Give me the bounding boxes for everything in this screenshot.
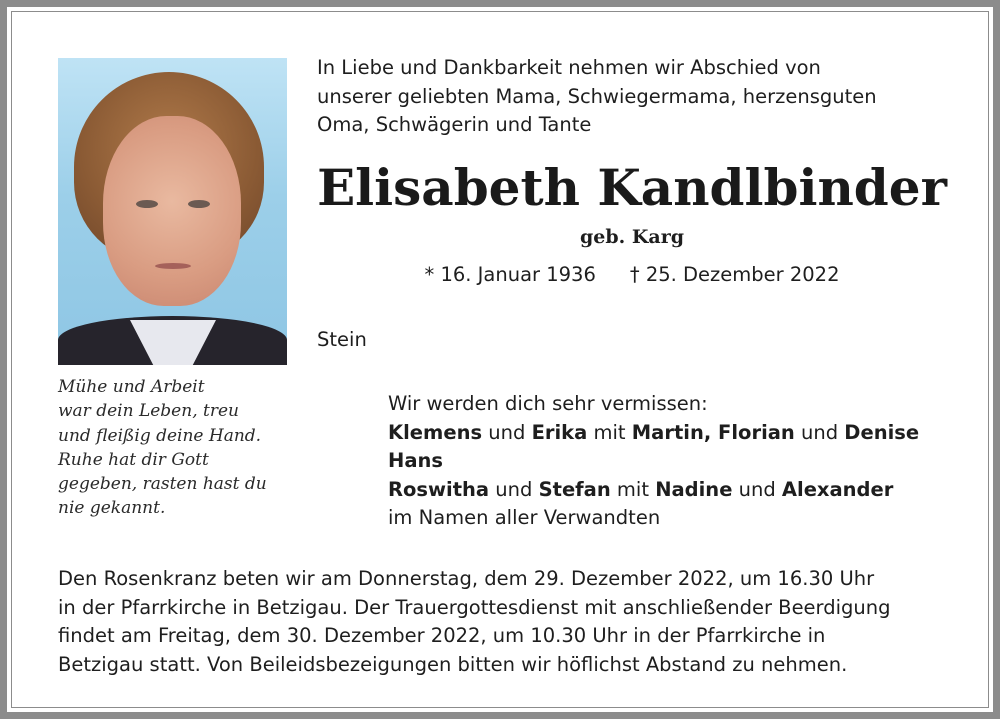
- residence-place: Stein: [317, 328, 367, 351]
- connector-text: und: [489, 477, 539, 501]
- intro-line: Oma, Schwägerin und Tante: [317, 113, 592, 136]
- portrait-face: [103, 116, 241, 306]
- mourner-name: Nadine: [655, 477, 733, 501]
- mourners-line: [388, 447, 968, 476]
- death-date: † 25. Dezember 2022: [629, 263, 840, 286]
- service-line: findet am Freitag, dem 30. Dezember 2022, um 10.30 Uhr in der Pfarrkirche in: [58, 624, 826, 647]
- maiden-name: geb. Karg: [579, 226, 684, 248]
- connector-text: und: [732, 477, 782, 501]
- verse-line: Ruhe hat dir Gott: [58, 449, 209, 470]
- mourner-name: Erika: [531, 420, 588, 444]
- mourners-heading: Wir werden dich sehr vermissen:: [388, 392, 708, 415]
- mourners-line: [388, 419, 968, 448]
- mourners-line: [388, 476, 968, 505]
- deceased-name: Elisabeth Kandlbinder: [317, 158, 947, 217]
- connector-text: und: [482, 420, 532, 444]
- service-line: Betzigau statt. Von Beileidsbezeigungen bitten wir höflichst Abstand zu nehmen.: [58, 652, 848, 676]
- mourner-name: Roswitha: [388, 477, 490, 501]
- service-line: Den Rosenkranz beten wir am Donnerstag, dem 29. Dezember 2022, um 16.30 Uhr: [58, 567, 875, 590]
- mourner-name: Hans: [388, 449, 443, 473]
- service-details: [58, 565, 958, 679]
- connector-text: mit: [587, 420, 632, 444]
- mourner-name: Klemens: [388, 420, 483, 444]
- life-dates: [317, 261, 947, 289]
- connector-text: mit: [610, 477, 656, 501]
- mourner-name: Martin, Florian: [631, 420, 795, 444]
- memorial-verse: [58, 375, 298, 521]
- verse-line: und fleißig deine Hand.: [58, 425, 262, 446]
- intro-line: In Liebe und Dankbarkeit nehmen wir Abschied von: [317, 56, 821, 79]
- intro-line: unserer geliebten Mama, Schwiegermama, herzensguten: [317, 84, 877, 108]
- service-line: in der Pfarrkirche in Betzigau. Der Trauergottesdienst mit anschließender Beerdigung: [58, 595, 891, 619]
- verse-line: nie gekannt.: [58, 498, 166, 519]
- mourners-closing: im Namen aller Verwandten: [388, 506, 661, 530]
- portrait-photo: [58, 58, 287, 365]
- verse-line: gegeben, rasten hast du: [58, 474, 267, 495]
- verse-line: Mühe und Arbeit: [58, 377, 205, 397]
- mourner-name: Alexander: [781, 477, 894, 501]
- mourner-name: Denise: [844, 420, 920, 444]
- portrait-eye-left: [136, 200, 158, 208]
- mourner-name: Stefan: [538, 477, 611, 501]
- portrait-mouth: [155, 263, 191, 269]
- portrait-eye-right: [188, 200, 210, 208]
- intro-text: [317, 54, 957, 140]
- birth-date: * 16. Januar 1936: [424, 263, 596, 286]
- mourners-list: [388, 390, 968, 533]
- verse-line: war dein Leben, treu: [58, 401, 239, 422]
- connector-text: und: [794, 420, 845, 444]
